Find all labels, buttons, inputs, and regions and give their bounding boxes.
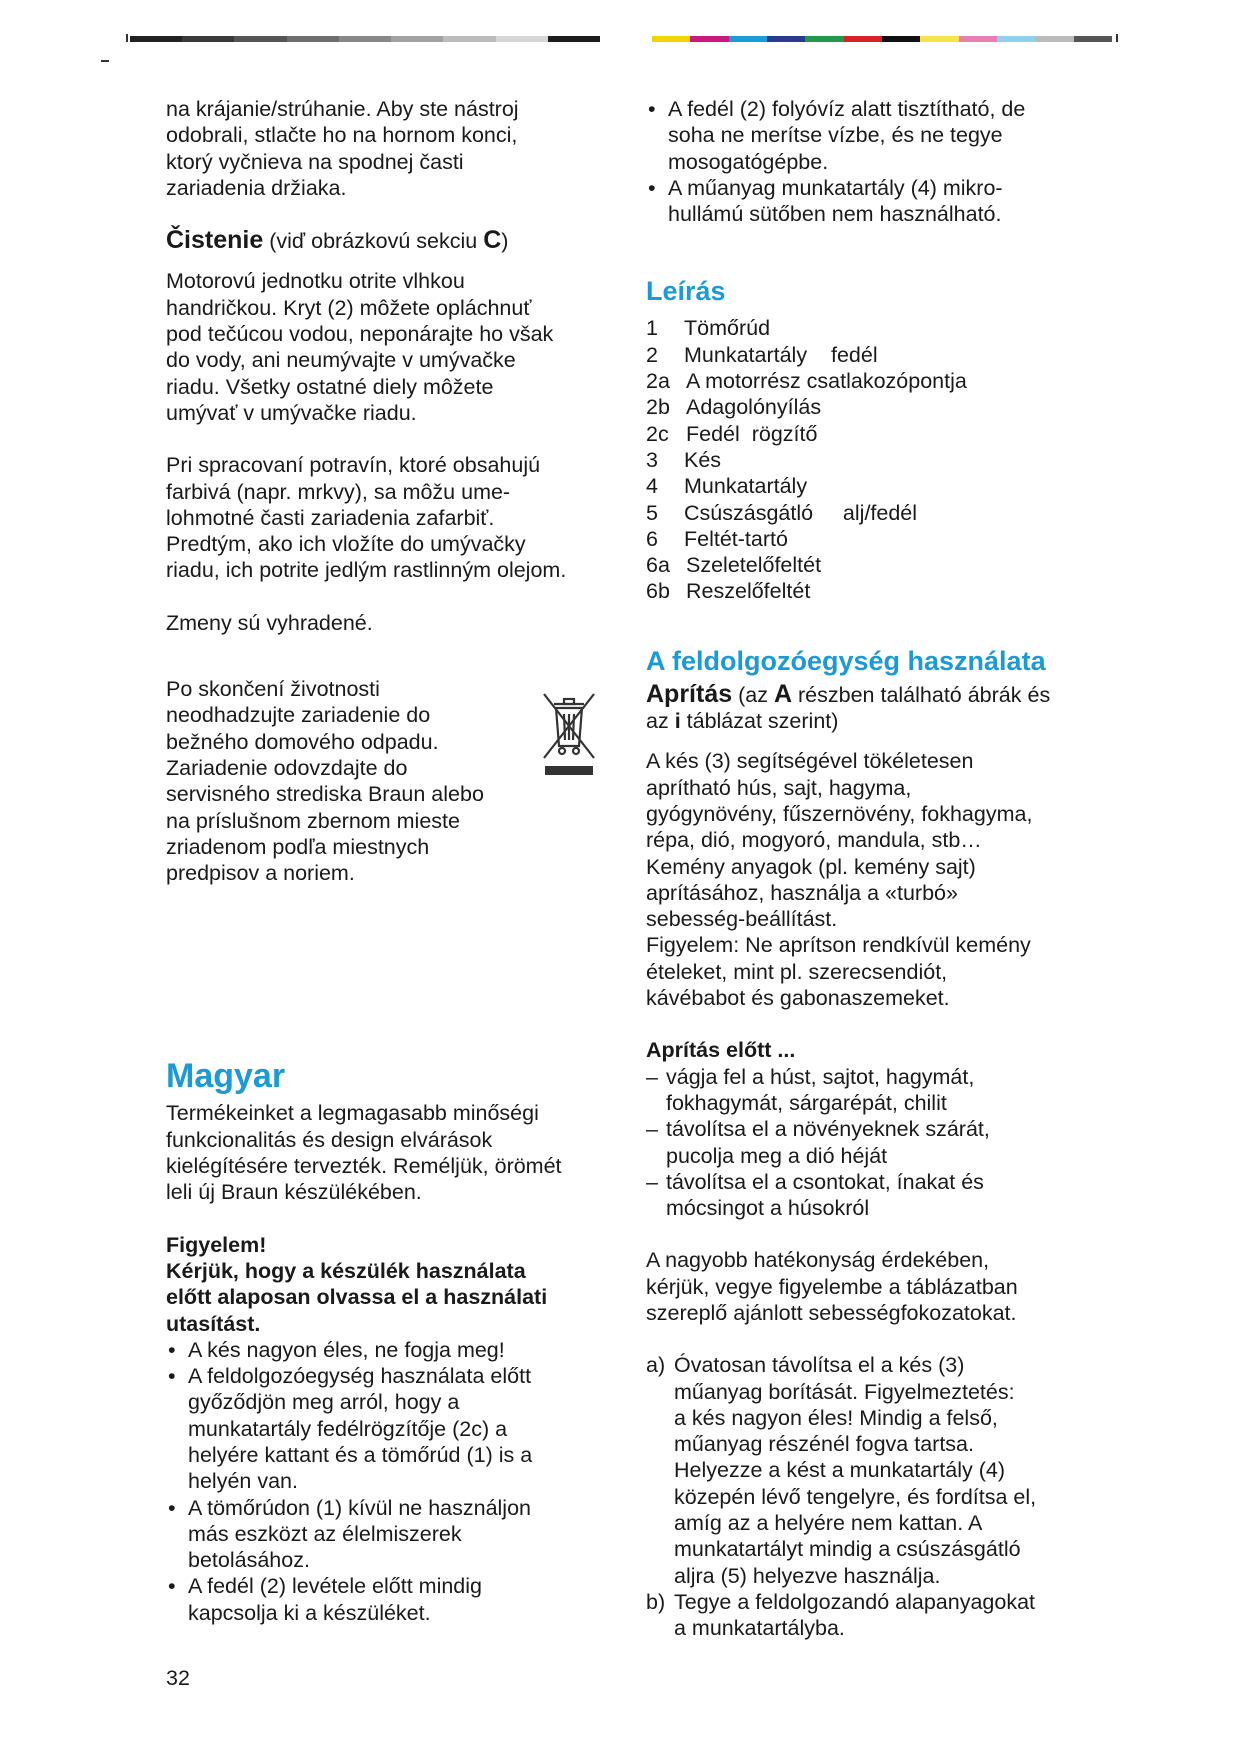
part-name: Feltét-tartó <box>684 526 788 551</box>
calibration-swatch <box>805 36 843 42</box>
color-calibration-bar <box>652 36 1112 42</box>
part-name: Szeletelőfeltét <box>686 553 822 578</box>
lid-care-list <box>646 96 1116 227</box>
chopping-note-post: táblázat szerint) <box>680 709 839 734</box>
chopping-title: Aprítás <box>646 679 733 708</box>
calibration-swatch <box>652 36 690 42</box>
part-number: 1 <box>646 316 658 341</box>
list-item <box>646 368 1116 394</box>
part-number: 6a <box>646 553 670 578</box>
before-chopping-list <box>646 1064 1116 1222</box>
part-name: A motorrész csatlakozópontja <box>686 369 967 394</box>
intro-paragraph: na krájanie/strúhanie. Aby ste nástroj odobrali, stlačte ho na hornom konci, ktorý vyčnieva na spodnej časti zariadenia držiaka. <box>166 97 519 200</box>
crossed-out-bin-icon <box>540 690 598 776</box>
description-heading: Leírás <box>646 276 726 307</box>
part-name: Csúszásgátló alj/fedél <box>684 500 918 525</box>
cleaning-heading <box>166 227 616 254</box>
list-item <box>646 421 1116 447</box>
part-name: Kés <box>684 447 722 472</box>
list-item <box>646 342 1116 368</box>
part-number: 5 <box>646 500 658 525</box>
grayscale-bar <box>130 36 600 42</box>
chopping-note-letter: A <box>773 679 793 708</box>
list-item: – távolítsa el a csontokat, ínakat és mócsingot a húsokról <box>646 1169 1116 1222</box>
part-name: Adagolónyílás <box>686 395 822 420</box>
part-name: Munkatartály <box>684 474 808 499</box>
list-item <box>646 394 1116 420</box>
step-text: Tegye a feldolgozandó alapanyagokat a munkatartályba. <box>674 1589 1036 1641</box>
list-item <box>646 447 1116 473</box>
list-item: • A fedél (2) levétele előtt mindig kapcsolja ki a készüléket. <box>166 1573 616 1626</box>
list-item: • A tömőrúdon (1) kívül ne használjon más eszközt az élelmiszerek betolásához. <box>166 1495 616 1574</box>
calibration-swatch <box>234 36 286 42</box>
step-text: Helyezze a kést a munkatartály (4) közepén lévő tengelyre, és fordítsa el, amíg az a helyére nem kattan. A munkatartályt mindig a csúszásgátló aljra (5) helyezve használja. <box>674 1458 1037 1588</box>
chopping-note-pre: (az <box>732 682 774 707</box>
registration-tick-left <box>126 34 128 42</box>
calibration-swatch <box>690 36 728 42</box>
part-name: Tömőrúd <box>684 316 771 341</box>
calibration-swatch <box>767 36 805 42</box>
cleaning-note-letter: C <box>483 226 502 255</box>
warning-title: Figyelem! <box>166 1232 267 1257</box>
right-column <box>646 96 1116 1642</box>
part-number: 2 <box>646 342 658 367</box>
part-number: 2a <box>646 369 670 394</box>
list-item: • A műanyag munkatartály (4) mikro- hullámú sütőben nem használható. <box>646 175 1116 228</box>
part-name: Fedél rögzítő <box>686 421 818 446</box>
calibration-swatch <box>997 36 1035 42</box>
step-label: b) <box>646 1589 666 1614</box>
disposal-paragraph: Po skončení životnosti neodhadzujte zariadenie do bežného domového odpadu. Zariadenie odovzdajte do servisného strediska Braun alebo na príslušnom zbernom mieste zriadenom podľa miestnych predpisov a noriem. <box>166 677 484 886</box>
list-item: – vágja fel a húst, sajtot, hagymát, fokhagymát, sárgarépát, chilit <box>646 1064 1116 1117</box>
list-item: • A feldolgozóegység használata előtt győződjön meg arról, hogy a munkatartály fedélrögzítője (2c) a helyére kattant és a tömőrúd (1) is a helyén van. <box>166 1363 616 1494</box>
part-number: 6 <box>646 526 658 551</box>
calibration-swatch <box>496 36 548 42</box>
part-name: Munkatartály fedél <box>684 342 878 367</box>
calibration-swatch <box>130 36 182 42</box>
registration-tick-right <box>1116 34 1118 42</box>
chopping-paragraph: A kés (3) segítségével tökéletesen aprítható hús, sajt, hagyma, gyógynövény, fűszernövény, fokhagyma, répa, dió, mogyoró, mandula, stb… Kemény anyagok (pl. kemény sajt) aprításához, használja a «turbó» sebesség-beállítást. Figyelem: Ne aprítson rendkívül kemény ételeket, mint pl. szerecsendiót, kávébabot és gabonaszemeket. <box>646 749 1033 1011</box>
warning-list <box>166 1337 616 1626</box>
crop-mark <box>101 60 109 62</box>
part-number: 2b <box>646 395 670 420</box>
calibration-swatch <box>959 36 997 42</box>
magyar-heading: Magyar <box>166 1057 286 1096</box>
list-item <box>646 578 1116 604</box>
calibration-swatch <box>443 36 495 42</box>
warning-bold: Kérjük, hogy a készülék használata előtt alaposan olvassa el a használati utasítást. <box>166 1258 548 1336</box>
changes-reserved: Zmeny sú vyhradené. <box>166 610 373 635</box>
steps-list <box>646 1352 1116 1641</box>
cleaning-paragraph-2: Pri spracovaní potravín, ktoré obsahujú farbivá (napr. mrkvy), sa môžu ume- lohmotné časti zariadenia zafarbiť. Predtým, ako ich vložíte do umývačky riadu, ich potrite jedlým rastlinným olejom. <box>166 453 567 583</box>
magyar-intro: Termékeinket a legmagasabb minőségi funkcionalitás és design elvárások kielégítésére tervezték. Reméljük, örömét leli új Braun készülékében. <box>166 1101 562 1205</box>
efficiency-paragraph: A nagyobb hatékonyság érdekében, kérjük, vegye figyelembe a táblázatban szereplő ajánlott sebességfokozatokat. <box>646 1248 1018 1325</box>
parts-list <box>646 315 1116 604</box>
part-number: 3 <box>646 447 658 472</box>
cleaning-note-pre: (viď obrázkovú sekciu <box>263 229 484 254</box>
cleaning-note-post: ) <box>501 229 509 254</box>
calibration-swatch <box>548 36 600 42</box>
list-item <box>646 1352 1116 1457</box>
calibration-swatch <box>844 36 882 42</box>
calibration-swatch <box>920 36 958 42</box>
calibration-swatch <box>339 36 391 42</box>
cleaning-title: Čistenie <box>166 226 264 255</box>
chopping-note-i: i <box>674 709 681 734</box>
calibration-swatch <box>391 36 443 42</box>
calibration-swatch <box>729 36 767 42</box>
list-item: • A fedél (2) folyóvíz alatt tisztítható, de soha ne merítse vízbe, és ne tegye mosogatógépbe. <box>646 96 1116 175</box>
list-item <box>646 500 1116 526</box>
cleaning-paragraph-1: Motorovú jednotku otrite vlhkou handričkou. Kryt (2) môžete opláchnuť pod tečúcou vodou, neponárajte ho však do vody, ani neumývajte v umývačke riadu. Všetky ostatné diely môžete umývať v umývačke riadu. <box>166 269 554 425</box>
left-column <box>166 96 616 1626</box>
usage-heading: A feldolgozóegység használata <box>646 645 1046 676</box>
list-item <box>646 526 1116 552</box>
list-item <box>646 315 1116 341</box>
list-item <box>646 473 1116 499</box>
list-item <box>646 1589 1116 1642</box>
calibration-swatch <box>182 36 234 42</box>
page-number: 32 <box>166 1666 190 1690</box>
list-item <box>646 552 1116 578</box>
chopping-note-mid: részben található ábrák és az <box>646 682 1051 734</box>
calibration-swatch <box>1074 36 1112 42</box>
step-label: a) <box>646 1353 666 1378</box>
before-chopping-title: Aprítás előtt ... <box>646 1038 796 1063</box>
list-item: • A kés nagyon éles, ne fogja meg! <box>166 1337 616 1363</box>
calibration-swatch <box>287 36 339 42</box>
chopping-heading <box>646 681 1116 735</box>
part-number: 4 <box>646 474 658 499</box>
step-text: Óvatosan távolítsa el a kés (3) műanyag borítását. Figyelmeztetés: a kés nagyon éles! Mindig a felső, műanyag részénél fogva tartsa. <box>674 1353 1015 1457</box>
part-number: 6b <box>646 579 670 604</box>
part-number: 2c <box>646 421 669 446</box>
list-item: – távolítsa el a növényeknek szárát, pucolja meg a dió héját <box>646 1116 1116 1169</box>
calibration-swatch <box>882 36 920 42</box>
calibration-swatch <box>1035 36 1073 42</box>
list-item <box>646 1457 1116 1588</box>
part-name: Reszelőfeltét <box>686 579 811 604</box>
